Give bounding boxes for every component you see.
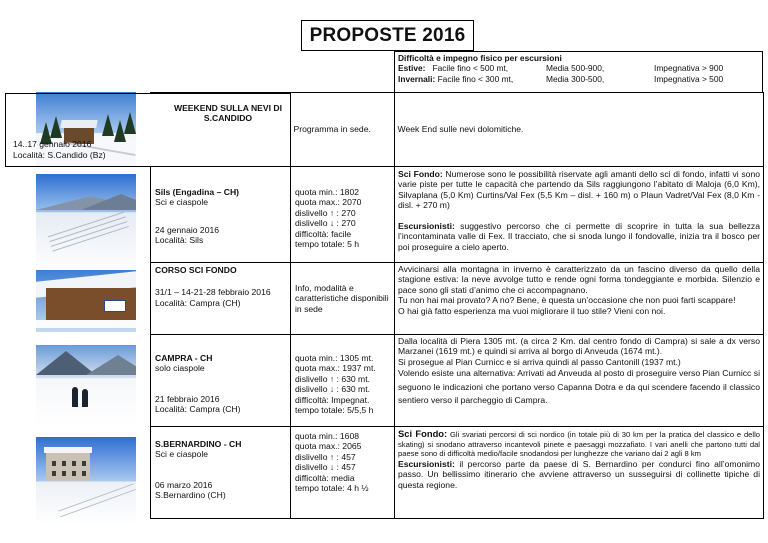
difficulty-row-invernali	[398, 74, 759, 84]
event-info: Info, modalità e caratteristiche disponibili in sede	[295, 282, 389, 314]
events-grid	[150, 166, 764, 519]
event-title: WEEKEND SULLA NEVI DI S.CANDIDO	[173, 103, 283, 124]
invernali-label: Invernali:	[398, 73, 436, 84]
desc-label: Escursionisti:	[398, 220, 455, 231]
info-line: quota max.: 1937 mt.	[295, 363, 376, 374]
event-dates: 31/1 – 14-21-28 febbraio 2016	[155, 287, 271, 298]
info-line: dislivello ↓ : 457	[295, 462, 356, 473]
event-info: Programma in sede.	[293, 124, 371, 135]
info-line: quota max.: 2070	[295, 197, 362, 208]
event-location: Località: S.Candido (Bz)	[13, 150, 106, 160]
event-description: Avvicinarsi alla montagna in inverno è caratterizzato da un fascino diverso da quello della stagione estiva: la neve avvolge tutto e rende ogni forma tondeggiante e morbida. Silenzio e pace sono gli stati d’animo che ci accompagnano.	[398, 264, 760, 295]
desc-text: Numerose sono le possibilità riservate agli amanti dello sci di fondo, infatti vi sono varie piste per tutte le capacità che partendo da Sils raggiungono l’abitato di Maloja (6,0 Km), Silvaplana (5,0 Km) Curtins/Val Fex (5,5 Km – disl. + 160 m) o Plaun Vadret/Val Fex (8,0 Km - disl. + 270 m)	[398, 169, 760, 211]
info-line: quota min.: 1608	[295, 431, 360, 441]
photo-campra	[36, 345, 136, 427]
info-line: difficoltà: media	[295, 472, 355, 483]
photo-sils	[36, 174, 136, 264]
event-subtitle: solo ciaspole	[155, 363, 205, 374]
estive-medium: Media 500-900,	[546, 63, 605, 74]
info-list	[291, 427, 395, 519]
info-line: difficoltà: facile	[295, 228, 352, 239]
info-line: dislivello ↑ : 457	[295, 451, 356, 462]
info-list	[291, 335, 395, 427]
difficulty-heading: Difficoltà e impegno fisico per escursioni	[398, 53, 562, 63]
info-line: quota min.: 1305 mt.	[295, 353, 374, 363]
invernali-hard: Impegnativa > 500	[654, 73, 724, 84]
invernali-easy: Facile fino < 300 mt,	[437, 73, 514, 84]
info-line: tempo totale: 5/5,5 h	[295, 405, 374, 416]
title-box	[301, 20, 474, 51]
event-location: Località: Sils	[155, 235, 204, 246]
desc-paragraph: Dalla località di Piera 1305 mt. (a circa 2 Km. dal centro fondo di Campra) si sale a dx verso Marzanei (1619 mt.) e quindi si arriva al borgo di Anveuda (1674 mt.).	[398, 336, 760, 357]
photo-corso-sci	[36, 270, 136, 332]
desc-label: Sci Fondo:	[398, 169, 443, 179]
info-list	[291, 167, 395, 263]
event-location: Località: Campra (CH)	[155, 404, 241, 415]
desc-label: Sci Fondo:	[398, 428, 448, 439]
event-dates: 24 gennaio 2016	[155, 224, 220, 235]
page-title: PROPOSTE 2016	[309, 24, 466, 46]
row-campra	[151, 335, 764, 427]
info-line: dislivello ↓ : 270	[295, 218, 356, 229]
event-description: Week End sulle nevi dolomitiche.	[397, 124, 524, 135]
event-dates: 14..17 gennaio 2016	[13, 139, 92, 149]
proposals-table	[13, 92, 764, 167]
event-subtitle: Sci e ciaspole	[155, 197, 209, 208]
estive-easy: Facile fino < 500 mt,	[432, 63, 509, 74]
row-corso-sci	[151, 263, 764, 335]
event-location: S.Bernardino (CH)	[155, 490, 226, 501]
event-location: Località: Campra (CH)	[155, 297, 241, 308]
desc-text: suggestivo percorso che ci permette di scoprire in tutta la sua bellezza l’incontaminata valle di Fex. Il tracciato, che si snoda lungo il fondovalle, inizia tra il bosco per poi proseguire a cielo aperto.	[398, 220, 760, 252]
estive-label: Estive:	[398, 63, 426, 74]
info-line: dislivello ↓ : 630 mt.	[295, 384, 370, 395]
info-line: tempo totale: 5 h	[295, 239, 360, 250]
info-line: dislivello ↑ : 270	[295, 207, 356, 218]
event-dates: 06 marzo 2016	[155, 479, 213, 490]
info-line: tempo totale: 4 h ½	[295, 483, 369, 494]
desc-label: Escursionisti:	[398, 458, 455, 469]
info-line: dislivello ↑ : 630 mt.	[295, 373, 370, 384]
desc-text: Gli svariati percorsi di sci nordico (in totale più di 30 km per la pratica del classico e dello skating) si snodano attraverso incantevoli pinete e paesaggi mozzafiato. I vari anelli che partono tutti dal paese sono di difficoltà medio/facile snodandosi per lunghezze che variano dai 2 agli 8 km	[398, 430, 760, 459]
invernali-medium: Media 300-500,	[546, 73, 605, 84]
event-subtitle: Sci e ciaspole	[155, 449, 209, 460]
row-s-candido	[150, 93, 763, 167]
estive-hard: Impegnativa > 900	[654, 63, 724, 74]
info-line: quota max.: 2065	[295, 441, 362, 452]
desc-paragraph: Volendo esiste una alternativa: Arrivati ad Anveuda al posto di proseguire verso Pian Curnicc si seguono le indicazioni che portano verso Capanna Dotra e da qui scendere facendo il classico sentiero verso il parcheggio di Campra.	[398, 368, 760, 406]
row-sils	[151, 167, 764, 263]
difficulty-legend	[394, 51, 763, 92]
event-title: CAMPRA - CH	[155, 353, 213, 363]
event-title: CORSO SCI FONDO	[155, 265, 237, 275]
event-description-2: Tu non hai mai provato? A no? Bene, è questa un’occasione che non puoi farti scappare!	[398, 295, 736, 306]
event-title: S.BERNARDINO - CH	[155, 439, 242, 449]
event-dates: 21 febbraio 2016	[155, 393, 220, 404]
info-line: difficoltà: Impegnat.	[295, 394, 370, 405]
desc-paragraph: Si prosegue al Pian Curnicc e si arriva quindi al passo Cantonill (1937 mt.)	[398, 356, 681, 367]
photo-s-bernardino	[36, 437, 136, 525]
desc-text: il percorso parte da paese di S. Bernardino per condurci fino all’omonimo passo. Un bellissimo itinerario che avviene attraverso un susseguirsi di collinette tipiche di questa regione.	[398, 458, 760, 490]
event-description-3: O hai già fatto esperienza ma vuoi migliorare il tuo stile? Vieni con noi.	[398, 305, 666, 316]
info-line: quota min.: 1802	[295, 187, 360, 197]
difficulty-row-estive	[398, 63, 759, 73]
row-s-bernardino	[151, 427, 764, 519]
event-title: Sils (Engadina – CH)	[155, 187, 240, 197]
